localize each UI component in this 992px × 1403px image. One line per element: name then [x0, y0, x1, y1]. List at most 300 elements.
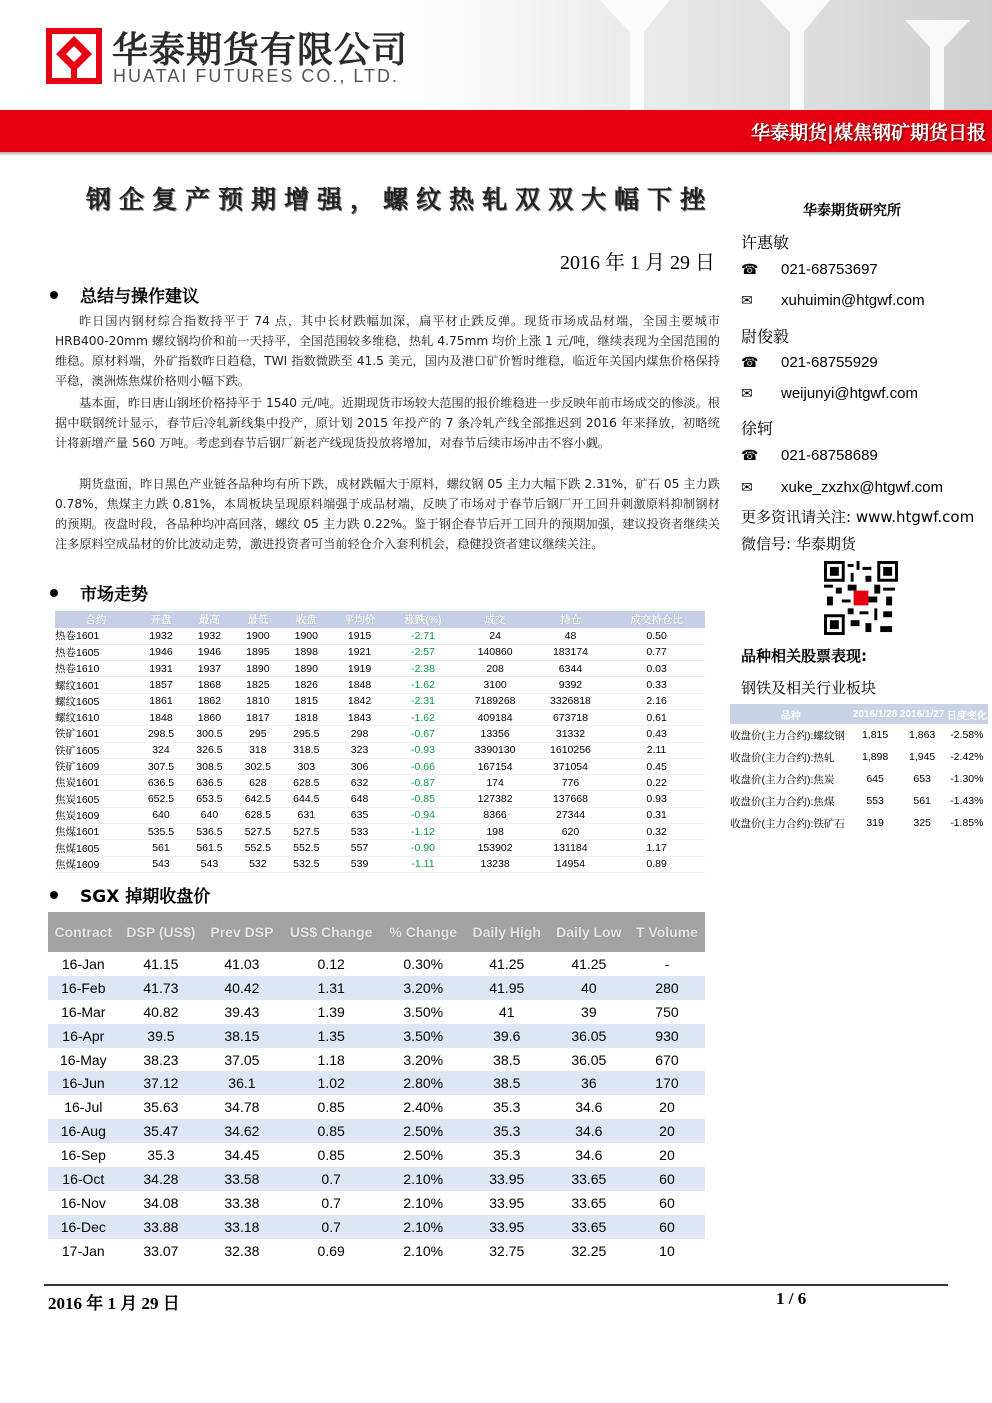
sgx-cell: 60: [629, 1167, 705, 1191]
stock-cell: -1.43%: [950, 795, 984, 807]
section-sgx-title: SGX 掉期收盘价: [80, 887, 211, 907]
sgx-row: [48, 1024, 705, 1048]
sgx-row: [48, 1071, 705, 1095]
stock-cell: -2.42%: [950, 751, 984, 763]
sgx-cell: 930: [629, 1024, 705, 1048]
sgx-cell: 3.20%: [382, 976, 465, 1000]
sgx-cell: 39.5: [119, 1024, 204, 1048]
stock-heading: 品种相关股票表现:: [741, 647, 867, 665]
market-cell: -0.94: [389, 807, 458, 823]
market-cell: 1895: [234, 644, 282, 660]
market-cell: 1810: [234, 693, 282, 709]
sgx-cell: 2.50%: [382, 1119, 465, 1143]
analyst-email[interactable]: xuhuimin@htgwf.com: [781, 292, 925, 309]
market-cell: 532.5: [282, 856, 330, 872]
market-cell: 焦煤1609: [55, 856, 137, 872]
sgx-cell: 2.40%: [403, 1099, 444, 1116]
market-cell: 552.5: [282, 840, 330, 856]
sgx-cell: 34.6: [549, 1119, 629, 1143]
sgx-cell: 750: [655, 1003, 679, 1020]
market-cell: 543: [185, 856, 233, 872]
sgx-cell: 34.08: [143, 1194, 179, 1211]
sgx-header-cell: % Change: [382, 912, 465, 952]
phone-icon: ☎: [741, 447, 759, 463]
sgx-row: [48, 1000, 705, 1024]
market-cell: -2.31: [389, 693, 458, 709]
market-cell: 0.31: [608, 807, 705, 823]
sgx-cell: 35.3: [493, 1147, 521, 1164]
sgx-cell: 280: [629, 976, 705, 1000]
market-cell: -1.62: [389, 709, 458, 725]
market-header-cell: 持仓: [533, 611, 608, 628]
market-cell: 1915: [331, 628, 389, 644]
sgx-header-cell: US$ Change: [281, 912, 382, 952]
market-cell: 1826: [282, 677, 330, 693]
market-cell: 167154: [457, 758, 532, 774]
market-row: [55, 661, 705, 677]
market-cell: 1931: [137, 661, 185, 677]
market-cell: 153902: [457, 840, 532, 856]
sgx-cell: 16-Dec: [48, 1215, 119, 1239]
sgx-cell: 37.12: [119, 1071, 204, 1095]
sgx-row: [48, 976, 705, 1000]
market-table: [55, 611, 705, 873]
sgx-header-cell: T Volume: [629, 912, 705, 952]
qr-code-icon[interactable]: [824, 561, 898, 635]
analyst-phone-row: [741, 447, 878, 464]
market-cell: 0.32: [608, 824, 705, 840]
sgx-cell: 0.12: [317, 955, 345, 972]
sgx-cell: 16-Oct: [48, 1167, 119, 1191]
report-tag: 华泰期货|煤焦钢矿期货日报: [751, 122, 986, 144]
market-cell: -0.85: [389, 791, 458, 807]
sgx-cell: 33.38: [224, 1194, 260, 1211]
sgx-cell: 38.5: [465, 1071, 549, 1095]
stock-cell: 收盘价(主力合约):热轧: [730, 751, 835, 764]
sgx-cell: 33.95: [465, 1167, 549, 1191]
sgx-cell: 16-Sep: [60, 1147, 106, 1164]
market-cell: 183174: [533, 644, 608, 660]
market-cell: 铁矿1609: [55, 758, 137, 774]
market-cell: 631: [282, 807, 330, 823]
sgx-cell: 36: [549, 1071, 629, 1095]
market-row: [55, 693, 705, 709]
sgx-row: [48, 1048, 705, 1072]
sgx-cell: 35.3: [493, 1099, 521, 1116]
stock-subheading: 钢铁及相关行业板块: [741, 679, 877, 697]
sgx-header-cell: Daily High: [465, 912, 549, 952]
market-cell: 628.5: [234, 807, 282, 823]
market-row: [55, 644, 705, 660]
market-cell: 552.5: [234, 840, 282, 856]
market-cell: 1843: [331, 709, 389, 725]
sgx-cell: 35.63: [143, 1099, 179, 1116]
sgx-cell: 33.18: [203, 1215, 280, 1239]
market-cell: 1610256: [533, 742, 608, 758]
analyst-name: 徐轲: [741, 419, 774, 438]
market-cell: 527.5: [234, 824, 282, 840]
market-cell: 焦煤1605: [55, 840, 137, 856]
market-cell: 1898: [282, 644, 330, 660]
analyst-phone: 021-68755929: [781, 354, 878, 371]
market-cell: 1.17: [608, 840, 705, 856]
market-cell: 焦炭1605: [55, 791, 137, 807]
sgx-cell: 34.6: [575, 1147, 603, 1164]
sgx-header-cell: Contract: [48, 912, 119, 952]
market-row: [55, 775, 705, 791]
sgx-header-cell: DSP (US$): [119, 912, 204, 952]
market-cell: 776: [533, 775, 608, 791]
market-cell: 127382: [457, 791, 532, 807]
sgx-row: [48, 1191, 705, 1215]
sgx-row: [48, 1215, 705, 1239]
analyst-phone-row: [741, 261, 878, 278]
sgx-cell: 38.15: [203, 1024, 280, 1048]
stock-cell: 收盘价(主力合约):焦炭: [730, 773, 835, 786]
sgx-cell: 35.3: [147, 1147, 175, 1164]
stock-cell: 收盘价(主力合约):螺纹钢: [730, 729, 845, 742]
sgx-cell: 41.15: [143, 955, 179, 972]
sgx-cell: 39: [581, 1003, 597, 1020]
sgx-cell: 39.43: [224, 1003, 260, 1020]
sgx-cell: 670: [655, 1051, 679, 1068]
sgx-cell: 0.85: [317, 1147, 345, 1164]
sgx-cell: 41.73: [119, 976, 204, 1000]
market-cell: 1946: [185, 644, 233, 660]
market-cell: -2.38: [389, 661, 458, 677]
market-cell: -0.87: [389, 775, 458, 791]
market-cell: 198: [457, 824, 532, 840]
sgx-cell: 33.07: [143, 1242, 179, 1259]
market-cell: 644.5: [282, 791, 330, 807]
sgx-cell: 2.10%: [382, 1215, 465, 1239]
sgx-cell: 0.7: [281, 1215, 382, 1239]
market-row: [55, 758, 705, 774]
sgx-row: [48, 1239, 705, 1263]
header-decoration: [560, 0, 992, 110]
market-cell: -2.57: [389, 644, 458, 660]
market-cell: 1921: [331, 644, 389, 660]
sgx-cell: 2.10%: [403, 1194, 444, 1211]
analyst-phone-row: [741, 354, 878, 371]
sgx-table: [48, 912, 705, 1263]
company-name-cn: 华泰期货有限公司: [112, 30, 409, 71]
stock-cell: 561: [913, 795, 931, 807]
sgx-cell: 1.02: [281, 1071, 382, 1095]
market-cell: 174: [457, 775, 532, 791]
market-cell: 0.93: [608, 791, 705, 807]
sgx-cell: 32.75: [489, 1242, 525, 1259]
sgx-cell: 2.80%: [382, 1071, 465, 1095]
market-cell: 31332: [533, 726, 608, 742]
market-cell: 热卷1601: [55, 628, 137, 644]
sgx-row: [48, 1119, 705, 1143]
summary-paragraph-2: 基本面，昨日唐山钢坯价格持平于 1540 元/吨。近期现货市场较大范围的报价维稳进一步反映年前市场成交的惨淡。根据中联钢统计显示，春节后冷轧新线集中投产，原计划 2015 年投产的 7 条冷轧产线全部推迟到 2016 年来择放，初略统计将新增产量 560 万吨。考虑到春节后钢厂新老产线现货投放将增加，对春节后续市场冲击不容小觑。: [55, 396, 720, 450]
market-header-cell: 涨跌(%): [389, 611, 458, 628]
sgx-cell: 2.50%: [403, 1147, 444, 1164]
market-cell: 14954: [533, 856, 608, 872]
market-row: [55, 840, 705, 856]
market-cell: 1900: [282, 628, 330, 644]
sgx-cell: 40.42: [203, 976, 280, 1000]
sgx-cell: 40: [549, 976, 629, 1000]
market-cell: -0.67: [389, 726, 458, 742]
market-cell: 1868: [185, 677, 233, 693]
stock-header-cell: 日度变化: [946, 704, 988, 724]
wechat-id: 微信号: 华泰期货: [741, 535, 856, 553]
market-cell: 652.5: [137, 791, 185, 807]
market-cell: 543: [137, 856, 185, 872]
sgx-cell: 0.85: [317, 1099, 345, 1116]
mail-icon: ✉: [741, 292, 753, 308]
analyst-email-row: [741, 479, 943, 496]
sgx-cell: 33.65: [571, 1194, 607, 1211]
sgx-cell: 170: [629, 1071, 705, 1095]
sgx-cell: 35.3: [465, 1119, 549, 1143]
market-cell: 535.5: [137, 824, 185, 840]
market-cell: 3100: [457, 677, 532, 693]
sgx-cell: 0.7: [321, 1194, 341, 1211]
market-cell: 13238: [457, 856, 532, 872]
stock-header-cell: 2016/1/28: [852, 704, 899, 724]
sgx-cell: 41.95: [465, 976, 549, 1000]
company-logo: [44, 26, 104, 86]
market-cell: 3326818: [533, 693, 608, 709]
stock-cell: 收盘价(主力合约):铁矿石: [730, 817, 845, 830]
stock-cell: -1.30%: [950, 773, 984, 785]
market-cell: 1860: [185, 709, 233, 725]
sgx-cell: 17-Jan: [61, 1242, 105, 1259]
market-cell: 308.5: [185, 758, 233, 774]
phone-icon: ☎: [741, 354, 759, 370]
sgx-cell: 35.47: [119, 1119, 204, 1143]
market-cell: 1857: [137, 677, 185, 693]
sgx-row: [48, 952, 705, 976]
market-cell: 303: [282, 758, 330, 774]
sgx-cell: 60: [629, 1215, 705, 1239]
market-cell: 636.5: [185, 775, 233, 791]
mail-icon: ✉: [741, 479, 753, 495]
market-cell: 2.11: [608, 742, 705, 758]
market-cell: 323: [331, 742, 389, 758]
market-header-cell: 收盘: [282, 611, 330, 628]
stock-row: [730, 768, 988, 790]
market-cell: 0.22: [608, 775, 705, 791]
market-cell: 533: [331, 824, 389, 840]
market-cell: 1817: [234, 709, 282, 725]
stock-row: [730, 790, 988, 812]
market-cell: 628: [234, 775, 282, 791]
analyst-email[interactable]: weijunyi@htgwf.com: [781, 385, 918, 402]
stock-cell: 653: [913, 773, 931, 785]
page-number: 1 / 6: [776, 1289, 807, 1308]
footer-rule: [44, 1284, 948, 1286]
stock-cell: 1,815: [861, 729, 889, 741]
market-cell: 306: [331, 758, 389, 774]
footer-date: 2016 年 1 月 29 日: [48, 1294, 180, 1313]
sgx-cell: 3.50%: [382, 1024, 465, 1048]
sgx-cell: 38.23: [143, 1051, 179, 1068]
market-cell: 557: [331, 840, 389, 856]
market-cell: 热卷1610: [55, 661, 137, 677]
sgx-cell: 0.30%: [403, 955, 444, 972]
market-header-cell: 成交: [457, 611, 532, 628]
sgx-cell: 2.10%: [382, 1167, 465, 1191]
market-cell: 0.33: [608, 677, 705, 693]
market-cell: 532: [234, 856, 282, 872]
market-cell: 0.03: [608, 661, 705, 677]
market-cell: 热卷1605: [55, 644, 137, 660]
analyst-email-row: [741, 385, 918, 402]
market-cell: 208: [457, 661, 532, 677]
stock-cell: 553: [866, 795, 884, 807]
market-cell: 302.5: [234, 758, 282, 774]
market-cell: 9392: [533, 677, 608, 693]
sgx-cell: 16-Jul: [64, 1099, 103, 1116]
market-cell: 焦炭1609: [55, 807, 137, 823]
market-cell: -0.66: [389, 758, 458, 774]
analyst-email[interactable]: xuke_zxzhx@htgwf.com: [781, 479, 943, 496]
market-cell: 3390130: [457, 742, 532, 758]
market-cell: 焦炭1601: [55, 775, 137, 791]
market-cell: 295.5: [282, 726, 330, 742]
market-header-cell: 开盘: [137, 611, 185, 628]
market-cell: 140860: [457, 644, 532, 660]
market-cell: 螺纹1610: [55, 709, 137, 725]
market-cell: 铁矿1605: [55, 742, 137, 758]
sgx-row: [48, 1167, 705, 1191]
market-row: [55, 726, 705, 742]
market-cell: 561.5: [185, 840, 233, 856]
market-cell: 1862: [185, 693, 233, 709]
analyst-name: 尉俊毅: [741, 327, 790, 346]
sgx-cell: 20: [659, 1099, 675, 1116]
market-cell: 27344: [533, 807, 608, 823]
market-row: [55, 677, 705, 693]
sgx-cell: -: [664, 955, 670, 972]
market-cell: 642.5: [234, 791, 282, 807]
market-cell: 1937: [185, 661, 233, 677]
stock-row: [730, 746, 988, 768]
stock-header-cell: 2016/1/27: [899, 704, 946, 724]
market-cell: 1861: [137, 693, 185, 709]
market-header-cell: 合约: [55, 611, 137, 628]
mail-icon: ✉: [741, 385, 753, 401]
market-header-cell: 最高: [185, 611, 233, 628]
market-cell: 24: [457, 628, 532, 644]
market-cell: 131184: [533, 840, 608, 856]
bullet-icon: [50, 291, 58, 299]
sgx-cell: 1.18: [317, 1051, 345, 1068]
market-cell: -1.12: [389, 824, 458, 840]
market-cell: 561: [137, 840, 185, 856]
market-cell: 1932: [185, 628, 233, 644]
market-row: [55, 709, 705, 725]
market-cell: 298: [331, 726, 389, 742]
stock-cell: -2.58%: [950, 729, 984, 741]
sgx-cell: 32.25: [571, 1242, 607, 1259]
sgx-cell: 60: [659, 1194, 675, 1211]
market-cell: 1890: [282, 661, 330, 677]
market-cell: -1.62: [389, 677, 458, 693]
stock-cell: 645: [866, 773, 884, 785]
market-cell: 295: [234, 726, 282, 742]
sgx-cell: 20: [629, 1119, 705, 1143]
sgx-cell: 1.35: [281, 1024, 382, 1048]
sgx-cell: 20: [659, 1147, 675, 1164]
market-cell: 653.5: [185, 791, 233, 807]
market-cell: 1848: [331, 677, 389, 693]
market-cell: 636.5: [137, 775, 185, 791]
company-name-en: HUATAI FUTURES CO., LTD.: [113, 66, 400, 86]
analyst-email-row: [741, 292, 925, 309]
market-cell: 1815: [282, 693, 330, 709]
sgx-cell: 33.95: [489, 1194, 525, 1211]
stock-cell: 325: [913, 817, 931, 829]
market-cell: 298.5: [137, 726, 185, 742]
sgx-cell: 39.6: [465, 1024, 549, 1048]
stock-row: [730, 724, 988, 746]
market-cell: 0.45: [608, 758, 705, 774]
stock-cell: 1,863: [909, 729, 936, 741]
market-cell: -2.71: [389, 628, 458, 644]
section-summary: [50, 282, 199, 307]
sgx-cell: 1.39: [317, 1003, 345, 1020]
market-row: [55, 742, 705, 758]
sgx-cell: 34.28: [119, 1167, 204, 1191]
sgx-header-cell: Daily Low: [549, 912, 629, 952]
sgx-cell: 33.88: [119, 1215, 204, 1239]
market-cell: -0.90: [389, 840, 458, 856]
section-sgx: [50, 882, 210, 907]
sgx-cell: 36.05: [549, 1024, 629, 1048]
market-cell: 0.89: [608, 856, 705, 872]
sgx-cell: 10: [659, 1242, 675, 1259]
analyst-name: 许惠敏: [741, 233, 790, 252]
market-cell: 409184: [457, 709, 532, 725]
market-row: [55, 628, 705, 644]
sgx-cell: 0.7: [281, 1167, 382, 1191]
sgx-cell: 41.25: [571, 955, 607, 972]
market-row: [55, 791, 705, 807]
sgx-cell: 0.85: [281, 1119, 382, 1143]
sgx-row: [48, 1143, 705, 1167]
summary-paragraph-3: 期货盘面，昨日黑色产业链各品种均有所下跌，成材跌幅大于原料，螺纹钢 05 主力大幅下跌 2.31%，矿石 05 主力跌 0.78%，焦煤主力跌 0.81%，本周板块呈现原料端强于成品材端，反映了市场对于春节后钢厂开工回升刺激原料抑制钢材的预期。夜盘时段，各品种均冲高回落，螺纹 05 主力跌 0.22%。鉴于钢企春节后开工回升的预期加强，建议投资者继续关注多原料空成品材的价比波动走势，激进投资者可当前轻仓介入套利机会，稳健投资者建议继续关注。: [55, 477, 720, 551]
sgx-cell: 0.69: [317, 1242, 345, 1259]
market-cell: 1932: [137, 628, 185, 644]
sgx-cell: 41.25: [489, 955, 525, 972]
market-cell: 640: [185, 807, 233, 823]
market-cell: 0.61: [608, 709, 705, 725]
more-info[interactable]: 更多资讯请关注: www.htgwf.com: [741, 508, 975, 526]
sgx-cell: 16-Mar: [61, 1003, 106, 1020]
market-cell: 318.5: [282, 742, 330, 758]
summary-paragraph-1: 昨日国内钢材综合指数持平于 74 点，其中长材跌幅加深，扁平材止跌反弹。现货市场成品材端，全国主要城市 HRB400-20mm 螺纹钢均价和前一天持平，全国范围较多维稳，热轧 4.75mm 均价上涨 1 元/吨，继续表现为全国范围的维稳。原材料端，外矿指数昨日趋稳，TWI 指数微跌至 41.5 美元，国内及港口矿价暂时维稳，临近年关国内煤焦价格保持平稳，澳洲炼焦煤价格则小幅下跌。: [55, 314, 720, 388]
market-cell: 536.5: [185, 824, 233, 840]
sgx-cell: 41.03: [224, 955, 260, 972]
market-cell: 0.43: [608, 726, 705, 742]
market-cell: 0.50: [608, 628, 705, 644]
market-cell: 318: [234, 742, 282, 758]
bullet-icon: [50, 891, 58, 899]
market-cell: 0.77: [608, 644, 705, 660]
market-cell: 8366: [457, 807, 532, 823]
stock-cell: 收盘价(主力合约):焦煤: [730, 795, 835, 808]
sgx-cell: 16-Feb: [48, 976, 119, 1000]
market-cell: 7189268: [457, 693, 532, 709]
market-cell: 635: [331, 807, 389, 823]
market-cell: 640: [137, 807, 185, 823]
